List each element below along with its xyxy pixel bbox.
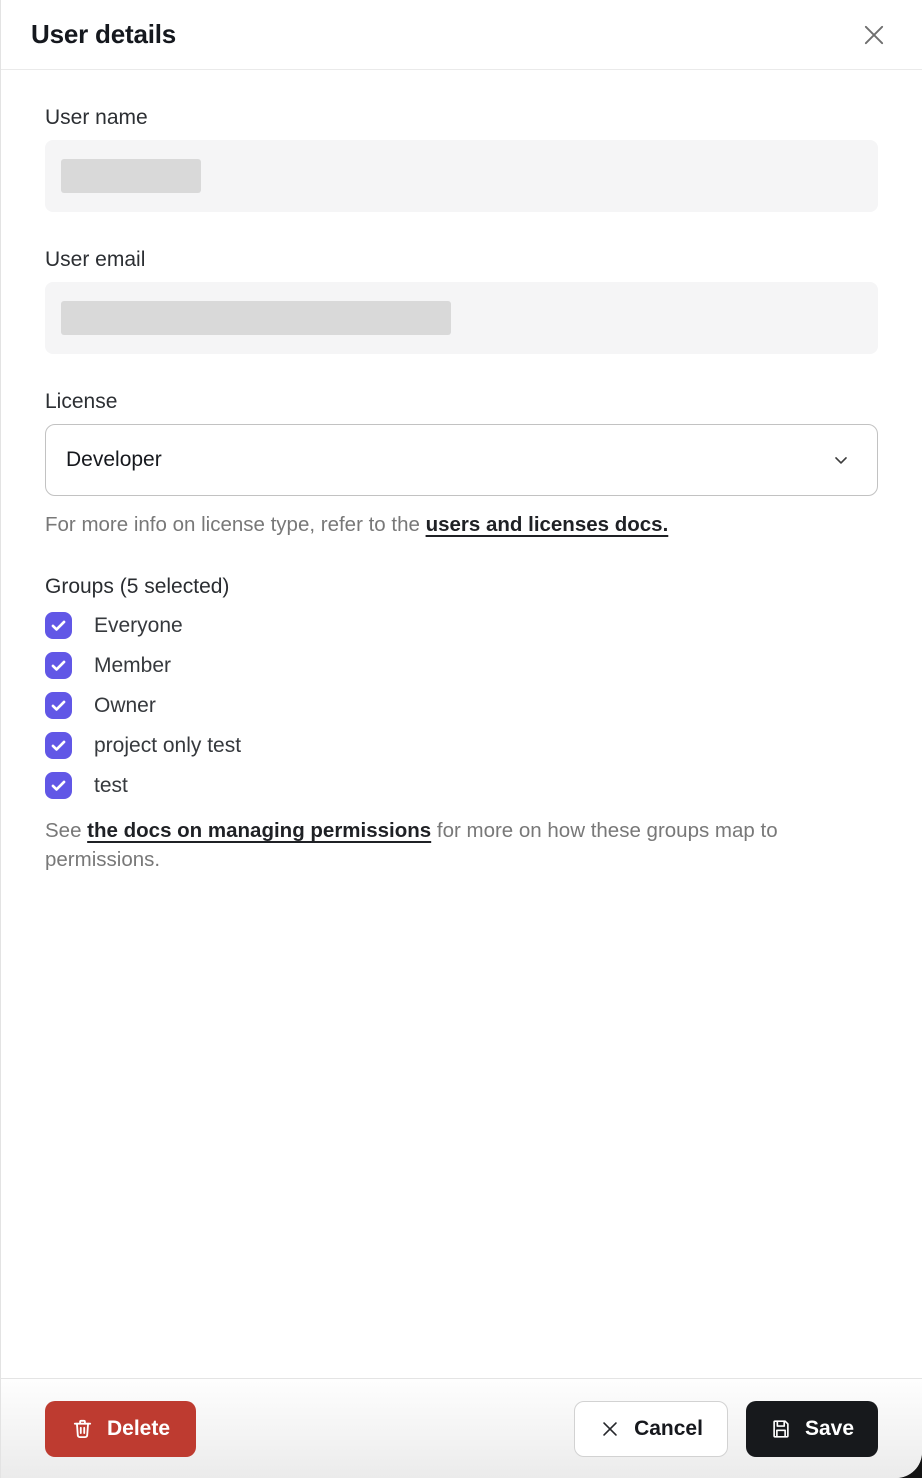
group-row-owner [45,692,878,719]
license-selected-value: Developer [66,448,162,471]
cancel-button[interactable] [574,1401,728,1457]
user-name-label: User name [45,106,148,129]
redacted-user-email [61,301,451,335]
groups-label: Groups (5 selected) [45,575,230,599]
user-name-field[interactable] [45,140,878,212]
trash-icon [71,1417,94,1440]
checkmark-icon [49,656,68,675]
modal-body [1,106,922,874]
groups-helper-prefix: See [45,819,88,843]
groups-helper-suffix: for more on how these groups map to permissions. [45,819,778,872]
save-button-label: Save [804,1416,854,1440]
delete-button-label: Delete [107,1416,171,1440]
group-label: Member [94,653,172,677]
group-label: Everyone [94,613,183,637]
group-label: project only test [94,733,242,757]
checkbox-everyone[interactable] [45,612,72,639]
save-button[interactable] [746,1401,878,1457]
delete-button[interactable] [45,1401,196,1457]
permissions-docs-link[interactable]: the docs on managing permissions [87,819,432,843]
save-floppy-icon [770,1418,792,1440]
license-select[interactable] [45,424,878,496]
modal-header [1,0,922,70]
footer-actions [574,1401,878,1457]
chevron-down-icon [831,450,851,470]
page-title: User details [31,19,177,49]
license-docs-link[interactable]: users and licenses docs. [425,513,669,536]
groups-helper-text [45,816,878,874]
checkbox-member[interactable] [45,652,72,679]
group-row-everyone [45,612,878,639]
group-row-member [45,652,878,679]
user-email-label: User email [45,248,146,271]
checkmark-icon [49,736,68,755]
cancel-x-icon [599,1418,621,1440]
checkmark-icon [49,696,68,715]
license-label: License [45,390,118,413]
close-button[interactable] [858,19,890,51]
checkmark-icon [49,776,68,795]
license-helper-text [45,510,878,539]
license-helper-prefix: For more info on license type, refer to the [45,513,426,536]
redacted-user-name [61,159,201,193]
group-row-project-only-test [45,732,878,759]
modal-footer [1,1378,922,1478]
checkbox-test[interactable] [45,772,72,799]
user-email-field[interactable] [45,282,878,354]
group-label: Owner [94,693,156,717]
cancel-button-label: Cancel [634,1416,703,1440]
checkbox-owner[interactable] [45,692,72,719]
group-label: test [94,773,128,797]
checkmark-icon [49,616,68,635]
group-row-test [45,772,878,799]
checkbox-project-only-test[interactable] [45,732,72,759]
close-icon [860,21,888,49]
